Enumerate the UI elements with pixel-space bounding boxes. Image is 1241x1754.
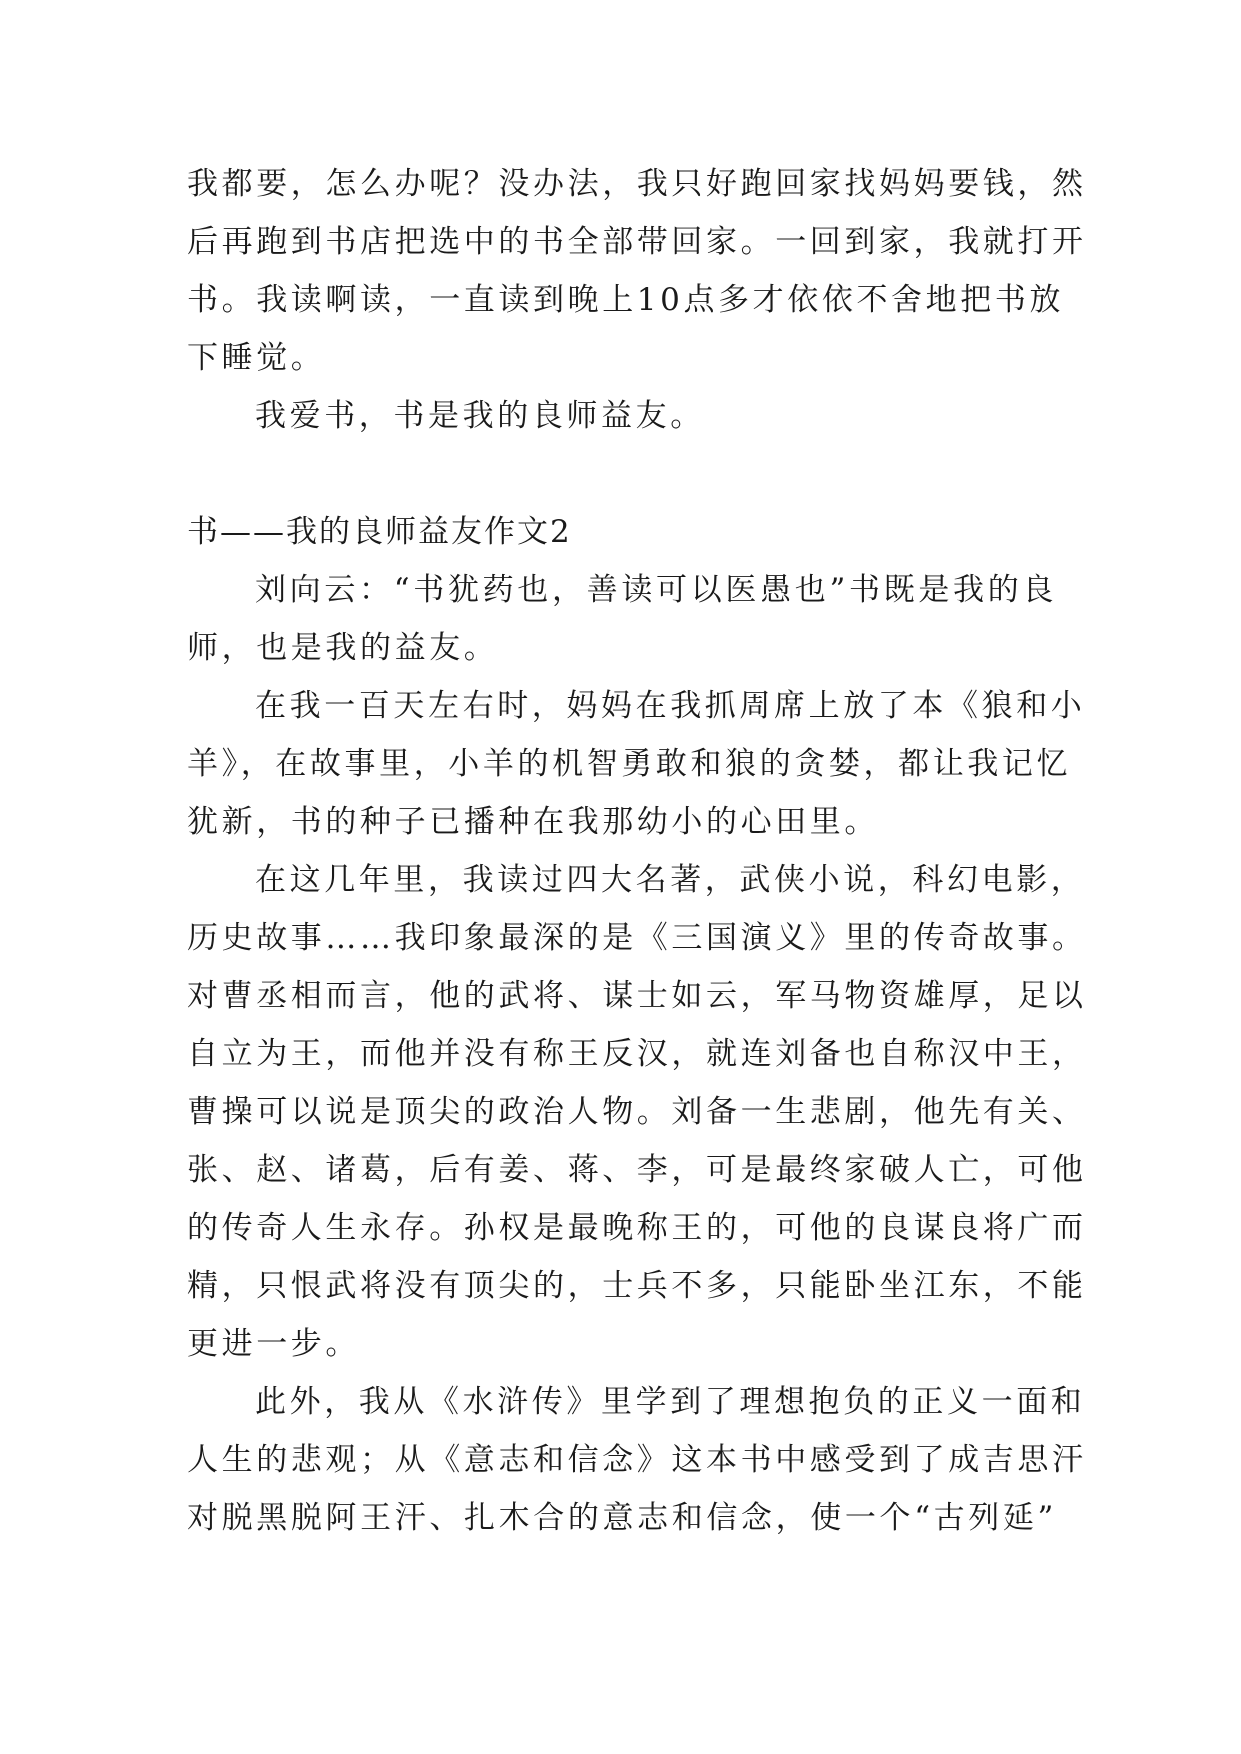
text-line: 师，也是我的益友。 <box>187 630 499 666</box>
text-line: 后再跑到书店把选中的书全部带回家。一回到家，我就打开 <box>187 224 1087 260</box>
text-line: 对脱黑脱阿王汗、扎木合的意志和信念，使一个“古列延” <box>187 1500 1057 1536</box>
text-line: 更进一步。 <box>187 1326 360 1362</box>
text-line: 历史故事……我印象最深的是《三国演义》里的传奇故事。 <box>187 920 1087 956</box>
text-line: 书。我读啊读，一直读到晚上10点多才依依不舍地把书放 <box>187 282 1065 318</box>
text-line: 曹操可以说是顶尖的政治人物。刘备一生悲剧，他先有关、 <box>187 1094 1087 1130</box>
text-line: 在我一百天左右时，妈妈在我抓周席上放了本《狼和小 <box>255 688 1086 724</box>
text-line: 我都要，怎么办呢？没办法，我只好跑回家找妈妈要钱，然 <box>187 166 1087 202</box>
paragraph <box>187 387 1057 445</box>
paragraph <box>187 561 1057 677</box>
text-line: 张、赵、诸葛，后有姜、蒋、李，可是最终家破人亡，可他 <box>187 1152 1087 1188</box>
text-line: 自立为王，而他并没有称王反汉，就连刘备也自称汉中王， <box>187 1036 1087 1072</box>
paragraph <box>187 1373 1087 1547</box>
document-page <box>187 155 1087 1547</box>
paragraph <box>187 851 1087 1373</box>
paragraph <box>187 677 1086 851</box>
text-line: 羊》，在故事里，小羊的机智勇敢和狼的贪婪，都让我记忆 <box>187 746 1072 782</box>
text-line: 人生的悲观；从《意志和信念》这本书中感受到了成吉思汗 <box>187 1442 1087 1478</box>
text-line: 刘向云：“书犹药也，善读可以医愚也”书既是我的良 <box>255 572 1057 608</box>
text-line: 此外，我从《水浒传》里学到了理想抱负的正义一面和 <box>255 1384 1086 1420</box>
text-line: 下睡觉。 <box>187 340 326 376</box>
text-line: 精，只恨武将没有顶尖的，士兵不多，只能卧坐江东，不能 <box>187 1268 1087 1304</box>
text-line: 在这几年里，我读过四大名著，武侠小说，科幻电影， <box>255 862 1086 898</box>
text-line: 的传奇人生永存。孙权是最晚称王的，可他的良谋良将广而 <box>187 1210 1087 1246</box>
section-heading: 书——我的良师益友作文2 <box>187 514 572 550</box>
blank-line <box>187 445 1057 503</box>
paragraph-continuation <box>187 155 1087 387</box>
text-line: 对曹丞相而言，他的武将、谋士如云，军马物资雄厚，足以 <box>187 978 1087 1014</box>
text-line: 我爱书，书是我的良师益友。 <box>255 398 705 434</box>
text-line: 犹新，书的种子已播种在我那幼小的心田里。 <box>187 804 879 840</box>
